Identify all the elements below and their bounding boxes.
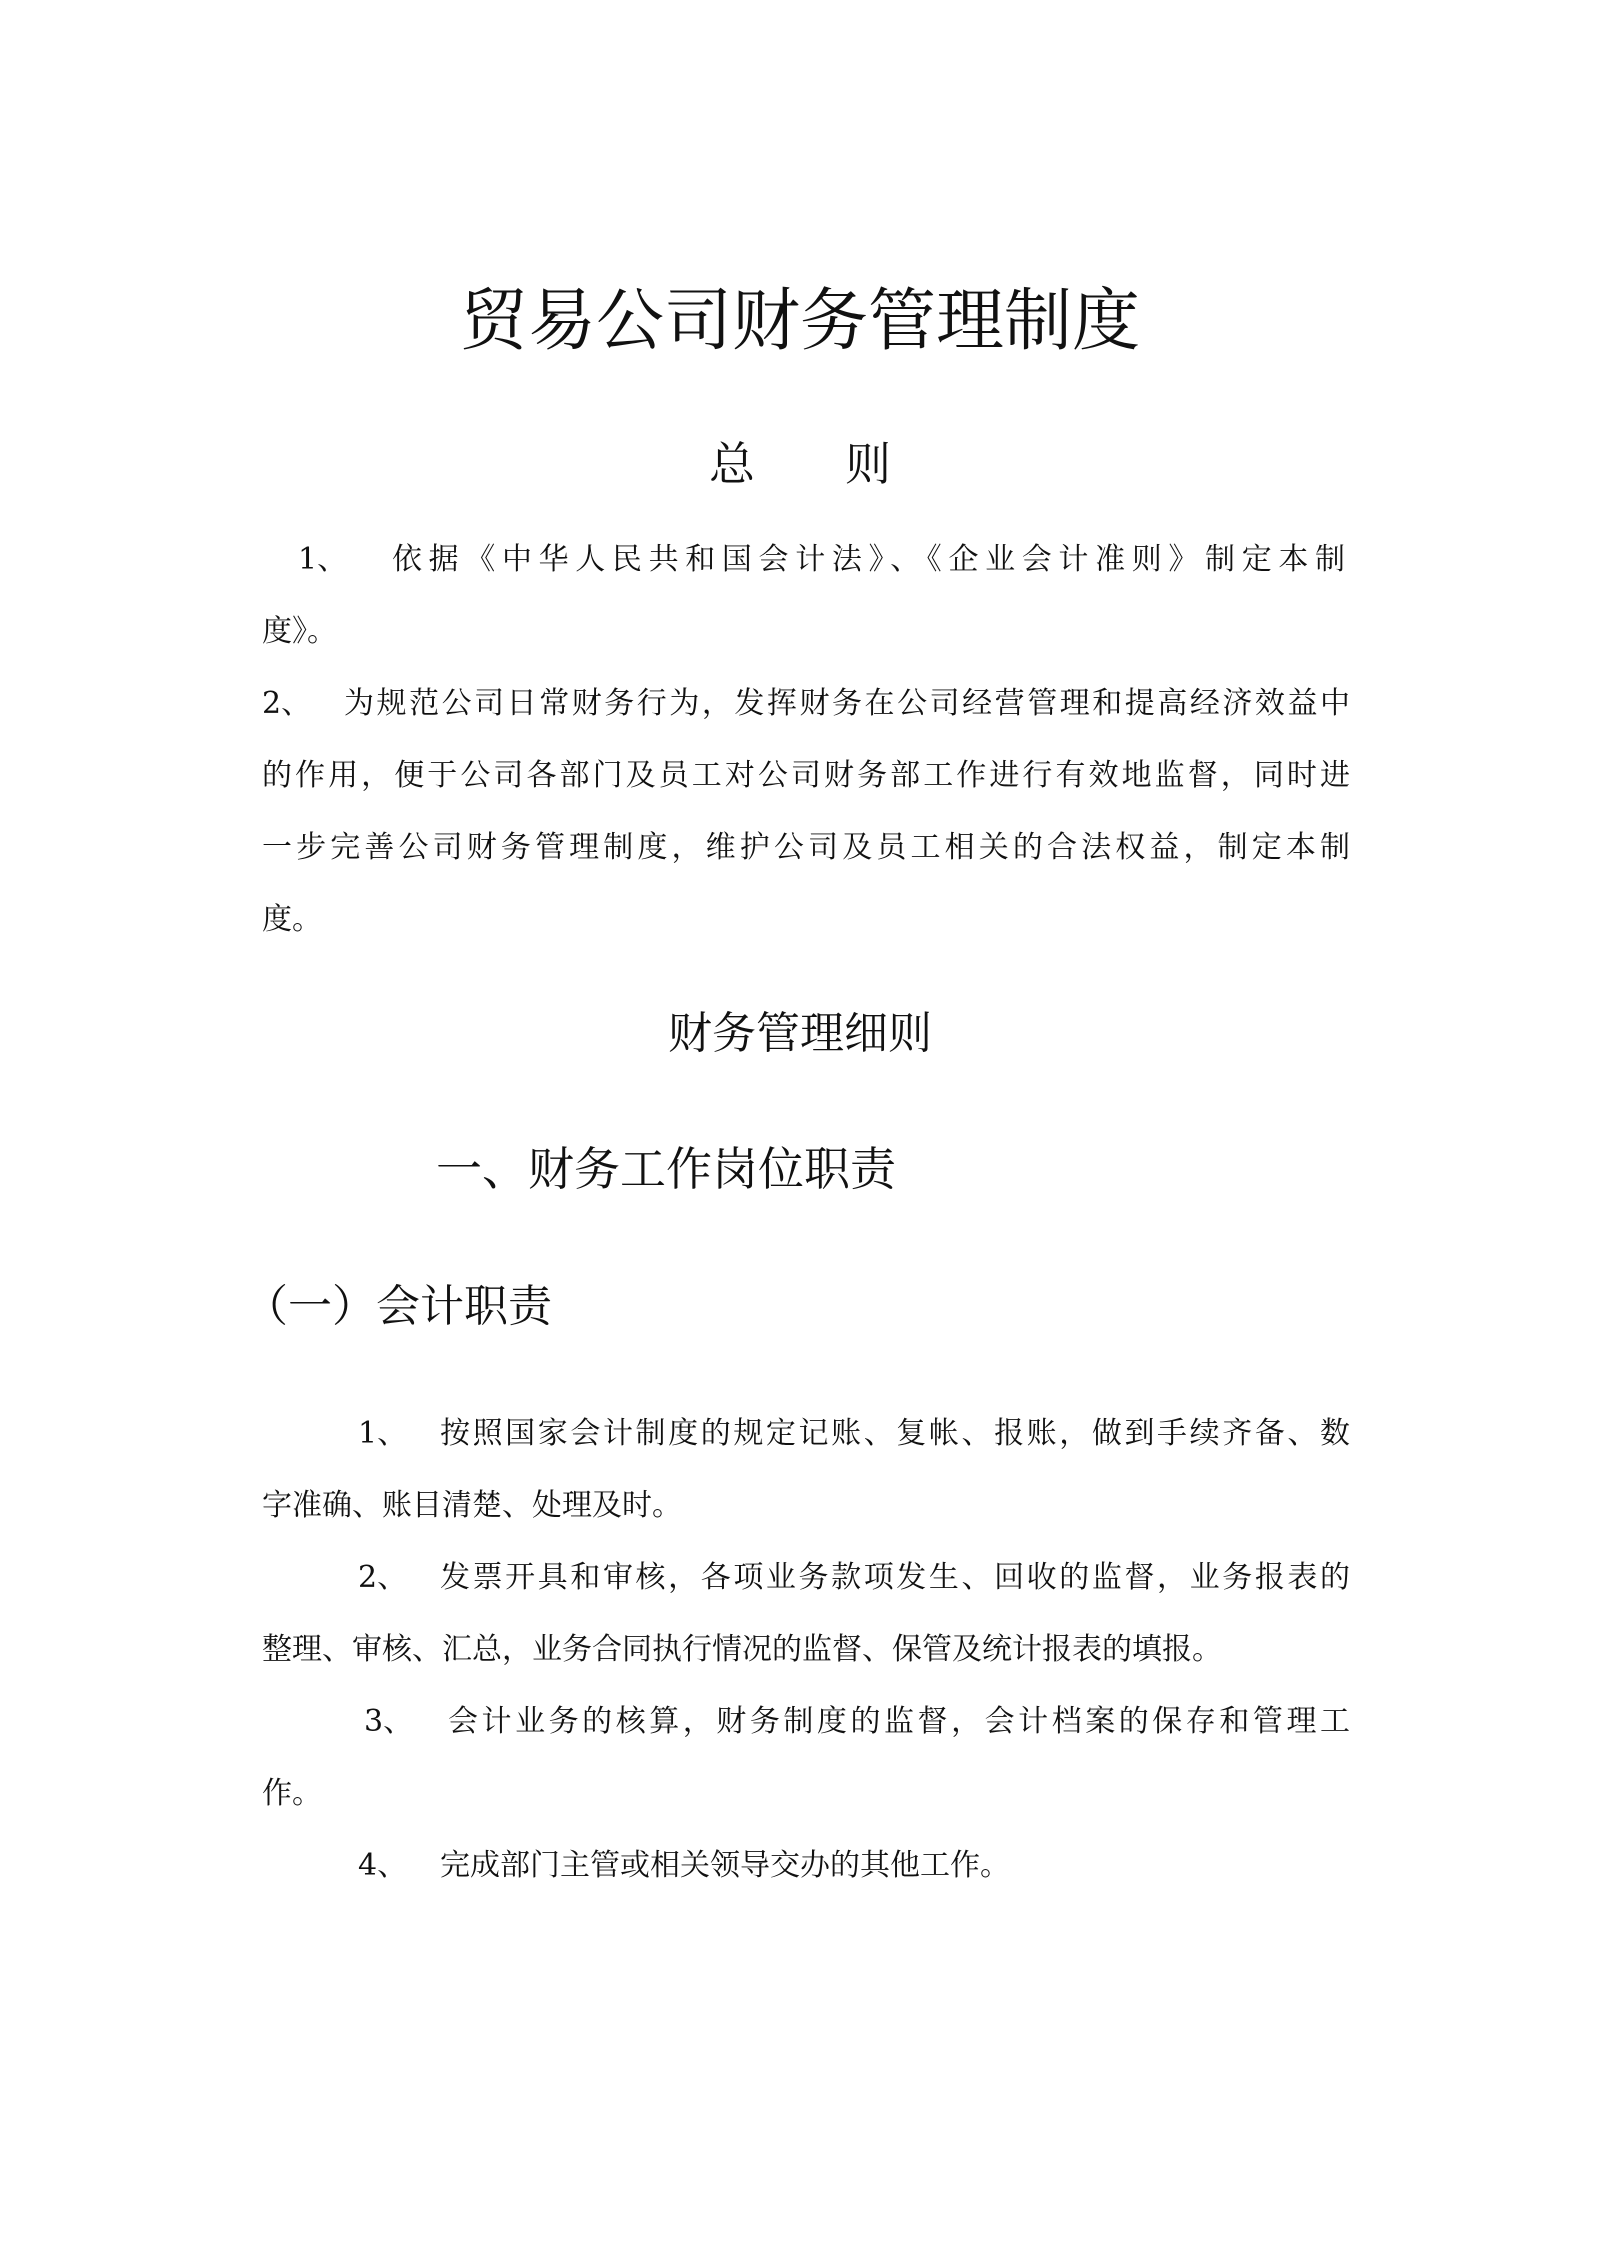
general-item-1-line-1: 依据《中华人民共和国会计法》、《企业会计准则》制定本制: [392, 542, 1350, 577]
sub-heading: （一）会计职责: [244, 1281, 552, 1332]
general-item-2-number: 2、: [262, 686, 312, 721]
general-item-2-line-1: 为规范公司日常财务行为，发挥财务在公司经营管理和提高经济效益中: [344, 686, 1350, 721]
general-item-2-line-3: 一步完善公司财务管理制度，维护公司及员工相关的合法权益，制定本制: [262, 830, 1350, 865]
general-item-2-line-2: 的作用，便于公司各部门及员工对公司财务部工作进行有效地监督，同时进: [262, 758, 1350, 793]
duty-item-3-number: 3、: [364, 1704, 414, 1739]
document-title: 贸易公司财务管理制度: [459, 282, 1140, 361]
duty-item-3-line-1: 会计业务的核算，财务制度的监督，会计档案的保存和管理工: [448, 1704, 1350, 1739]
general-provisions-heading: 总则: [709, 437, 981, 491]
duty-item-2-number: 2、: [358, 1560, 408, 1595]
general-item-2-line-4: 度。: [262, 902, 322, 937]
duty-item-3-line-2: 作。: [262, 1776, 322, 1811]
duty-item-2-line-2: 整理、审核、汇总，业务合同执行情况的监督、保管及统计报表的填报。: [262, 1632, 1222, 1667]
duty-item-2-line-1: 发票开具和审核，各项业务款项发生、回收的监督，业务报表的: [440, 1560, 1350, 1595]
general-item-1-number: 1、: [298, 542, 348, 577]
duty-item-4-line-1: 完成部门主管或相关领导交办的其他工作。: [440, 1848, 1010, 1883]
duty-item-1-line-2: 字准确、账目清楚、处理及时。: [262, 1488, 682, 1523]
chapter-heading: 一、财务工作岗位职责: [436, 1142, 896, 1196]
duty-item-1-number: 1、: [358, 1416, 408, 1451]
section-heading: 财务管理细则: [668, 1008, 932, 1059]
duty-item-1-line-1: 按照国家会计制度的规定记账、复帐、报账，做到手续齐备、数: [440, 1416, 1350, 1451]
duty-item-4-number: 4、: [358, 1848, 408, 1883]
general-item-1-line-2: 度》。: [262, 614, 337, 649]
